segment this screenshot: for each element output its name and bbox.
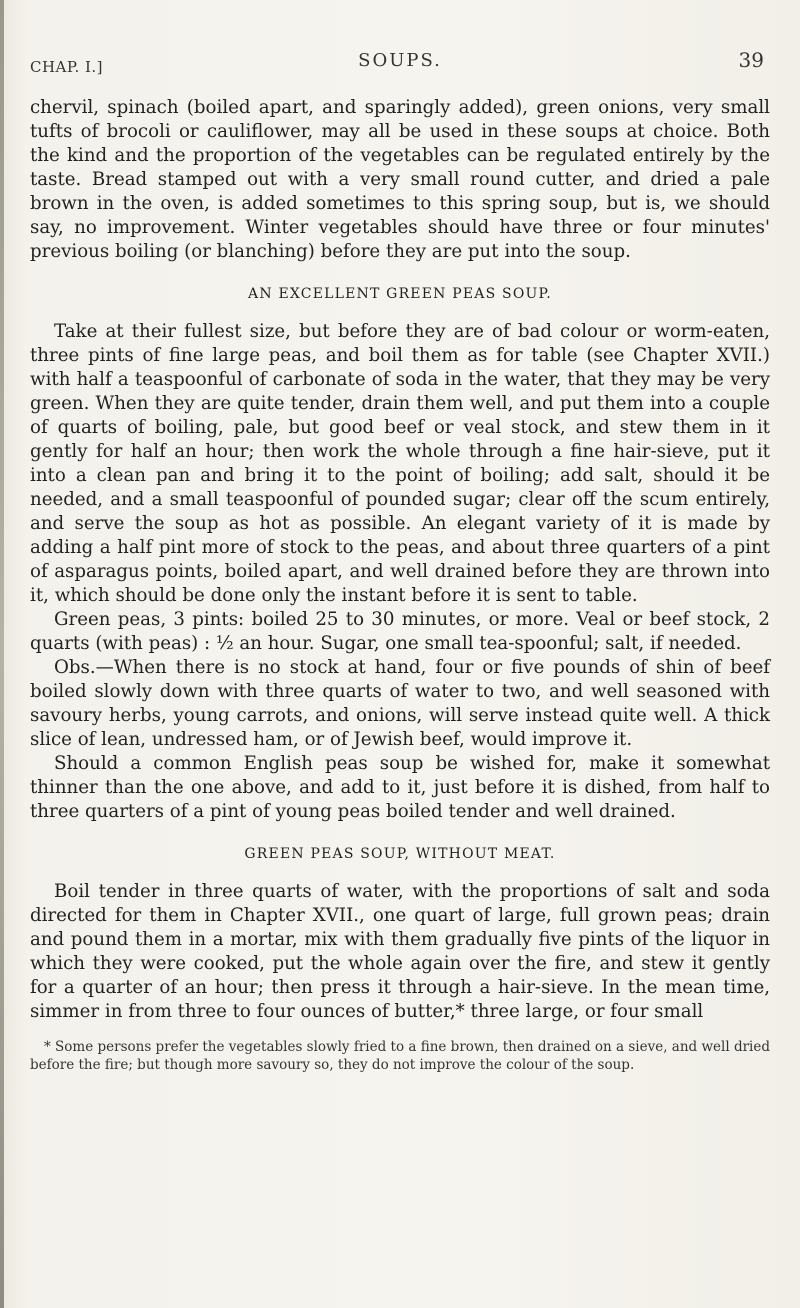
paragraph-green-peas-method: Take at their fullest size, but before they are of bad colour or worm-eaten, three pints of fine large peas, and boil them as for table (see Chapter XVII.) with half a teaspoonful of carbonate of soda in the water, that they may be very green. When they are quite tender, drain them well, and put them into a couple of quarts of boiling, pale, but good beef or veal stock, and stew them in it gently for half an hour; then work the whole through a fine hair-sieve, put it into a clean pan and bring it to the point of boiling; add salt, should it be needed, and a small teaspoonful of pounded sugar; clear off the scum entirely, and serve the soup as hot as possible. An elegant variety of it is made by adding a half pint more of stock to the peas, and about three quarters of a pint of asparagus points, boiled apart, and well drained before they are thrown into it, which should be done only the instant before it is sent to table. — [30, 321, 770, 606]
page-gutter-edge — [0, 0, 4, 1308]
section-heading-peas-soup-without-meat: GREEN PEAS SOUP, WITHOUT MEAT. — [244, 846, 556, 862]
running-title: SOUPS. — [358, 50, 442, 71]
footnote: * Some persons prefer the vegetables slowly fried to a fine brown, then drained on a sieve, and well dried before the fire; but though more savoury so, they do not improve the colour of the soup. — [30, 1039, 770, 1073]
paragraph-observation: Obs.—When there is no stock at hand, four or five pounds of shin of beef boiled slowly down with three quarts of water to two, and well seasoned with savoury herbs, young carrots, and onions, will serve instead quite well. A thick slice of lean, undressed ham, or of Jewish beef, would improve it. — [30, 657, 770, 750]
paragraph-green-peas-quantities: Green peas, 3 pints: boiled 25 to 30 minutes, or more. Veal or beef stock, 2 quarts (with peas) : ½ an hour. Sugar, one small tea-spoonful; salt, if needed. — [30, 609, 770, 654]
page-header — [30, 48, 770, 88]
page-body — [30, 96, 770, 1074]
chapter-label: CHAP. I.] — [30, 58, 104, 76]
paragraph-without-meat-method: Boil tender in three quarts of water, with the proportions of salt and soda directed for them in Chapter XVII., one quart of large, full grown peas; drain and pound them in a mortar, mix with them gradually five pints of the liquor in which they were cooked, put the whole again over the fire, and stew it gently for a quarter of an hour; then press it through a hair-sieve. In the mean time, simmer in from three to four ounces of butter,* three large, or four small — [30, 881, 770, 1022]
page-number: 39 — [738, 48, 764, 72]
paragraph-spring-soup-continued: chervil, spinach (boiled apart, and sparingly added), green onions, very small tufts of brocoli or cauliflower, may all be used in these soups at choice. Both the kind and the proportion of the vegetables can be regulated entirely by the taste. Bread stamped out with a very small round cutter, and dried a pale brown in the oven, is added sometimes to this spring soup, but is, we should say, no improvement. Winter vegetables should have three or four minutes' previous boiling (or blanching) before they are put into the soup. — [30, 97, 770, 262]
section-heading-green-peas-soup: AN EXCELLENT GREEN PEAS SOUP. — [248, 286, 552, 302]
paragraph-common-english-peas-soup: Should a common English peas soup be wished for, make it somewhat thinner than the one above, and add to it, just before it is dished, from half to three quarters of a pint of young peas boiled tender and well drained. — [30, 753, 770, 822]
